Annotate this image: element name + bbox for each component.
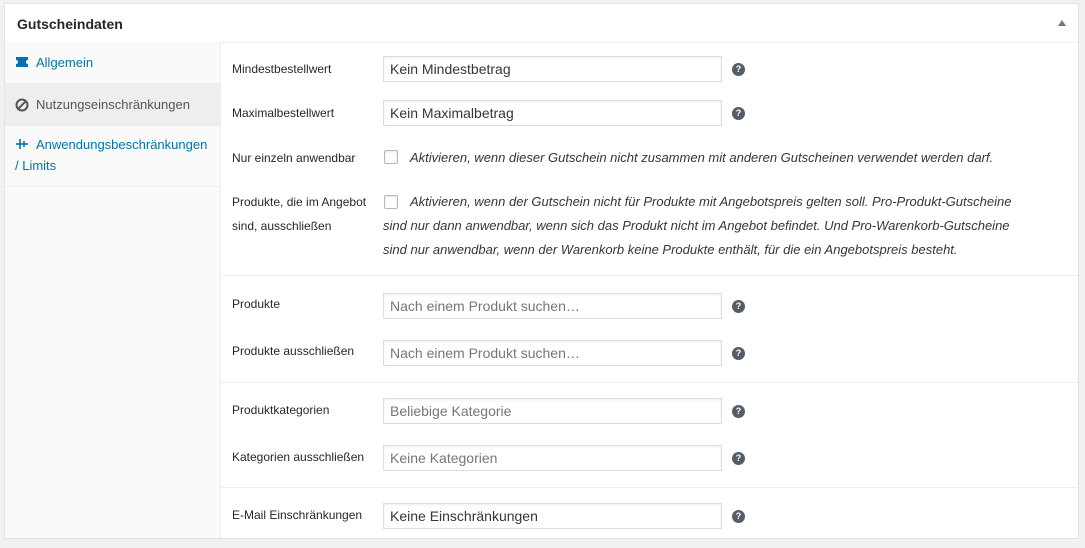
help-icon[interactable]: ? [732,452,745,465]
ticket-icon [15,55,29,69]
email-restrictions-input[interactable] [383,503,722,529]
ban-icon [15,98,29,112]
product-categories-input[interactable] [383,398,722,424]
product-categories-label: Produktkategorien [232,403,330,417]
spend-and-usage-section [221,42,1078,276]
exclude-products-search-input[interactable] [383,340,722,366]
help-icon[interactable]: ? [732,63,745,76]
exclude-sale-description-line3: sind nur anwendbar, wenn der Warenkorb keine Produkte enthält, für die ein Angebotspreis besteht. [383,242,958,257]
panel-header [5,4,1078,43]
help-icon[interactable]: ? [732,107,745,120]
exclude-sale-description-line2: sind nur dann anwendbar, wenn sich das Produkt nicht im Angebot befindet. Und Pro-Warenkorb-Gutscheine [383,218,1010,233]
help-icon[interactable]: ? [732,510,745,523]
max-spend-label: Maximalbestellwert [232,106,335,120]
max-spend-input[interactable] [383,100,722,126]
products-section [221,276,1078,383]
tab-usage-restrictions[interactable] [5,84,220,126]
individual-use-description: Aktivieren, wenn dieser Gutschein nicht zusammen mit anderen Gutscheinen verwendet werden darf. [410,150,994,165]
collapse-toggle-icon[interactable] [1058,20,1066,26]
exclude-sale-description-line1: Aktivieren, wenn der Gutschein nicht für Produkte mit Angebotspreis gelten soll. Pro-Produkt-Gutscheine [410,194,1012,209]
min-spend-input[interactable] [383,56,722,82]
exclude-sale-label-line2: sind, ausschließen [232,219,332,233]
products-label: Produkte [232,297,281,311]
exclude-categories-label: Kategorien ausschließen [232,450,365,464]
usage-restrictions-content [221,42,1078,538]
exclude-categories-input[interactable] [383,445,722,471]
min-spend-label: Mindestbestellwert [232,62,332,76]
exclude-sale-checkbox[interactable] [384,195,398,209]
individual-use-label: Nur einzeln anwendbar [232,151,356,165]
tab-usage-limits-label-line1: Anwendungsbeschränkungen [36,137,208,152]
tab-general-label: Allgemein [36,55,94,70]
individual-use-checkbox[interactable] [384,150,398,164]
panel-title: Gutscheindaten [17,16,123,32]
tab-general[interactable] [5,42,220,84]
coupon-data-panel [4,3,1079,539]
help-icon[interactable]: ? [732,405,745,418]
exclude-products-label: Produkte ausschließen [232,344,355,358]
exclude-sale-label-line1: Produkte, die im Angebot [232,195,367,209]
email-section [221,488,1078,540]
email-restrictions-label: E-Mail Einschränkungen [232,508,363,522]
categories-section [221,383,1078,488]
help-icon[interactable]: ? [732,300,745,313]
help-icon[interactable]: ? [732,347,745,360]
tab-usage-limits-label-line2: / Limits [15,158,57,173]
tab-usage-restrictions-label: Nutzungseinschränkungen [36,97,190,112]
coupon-tabs-sidebar [5,42,221,538]
products-search-input[interactable] [383,293,722,319]
